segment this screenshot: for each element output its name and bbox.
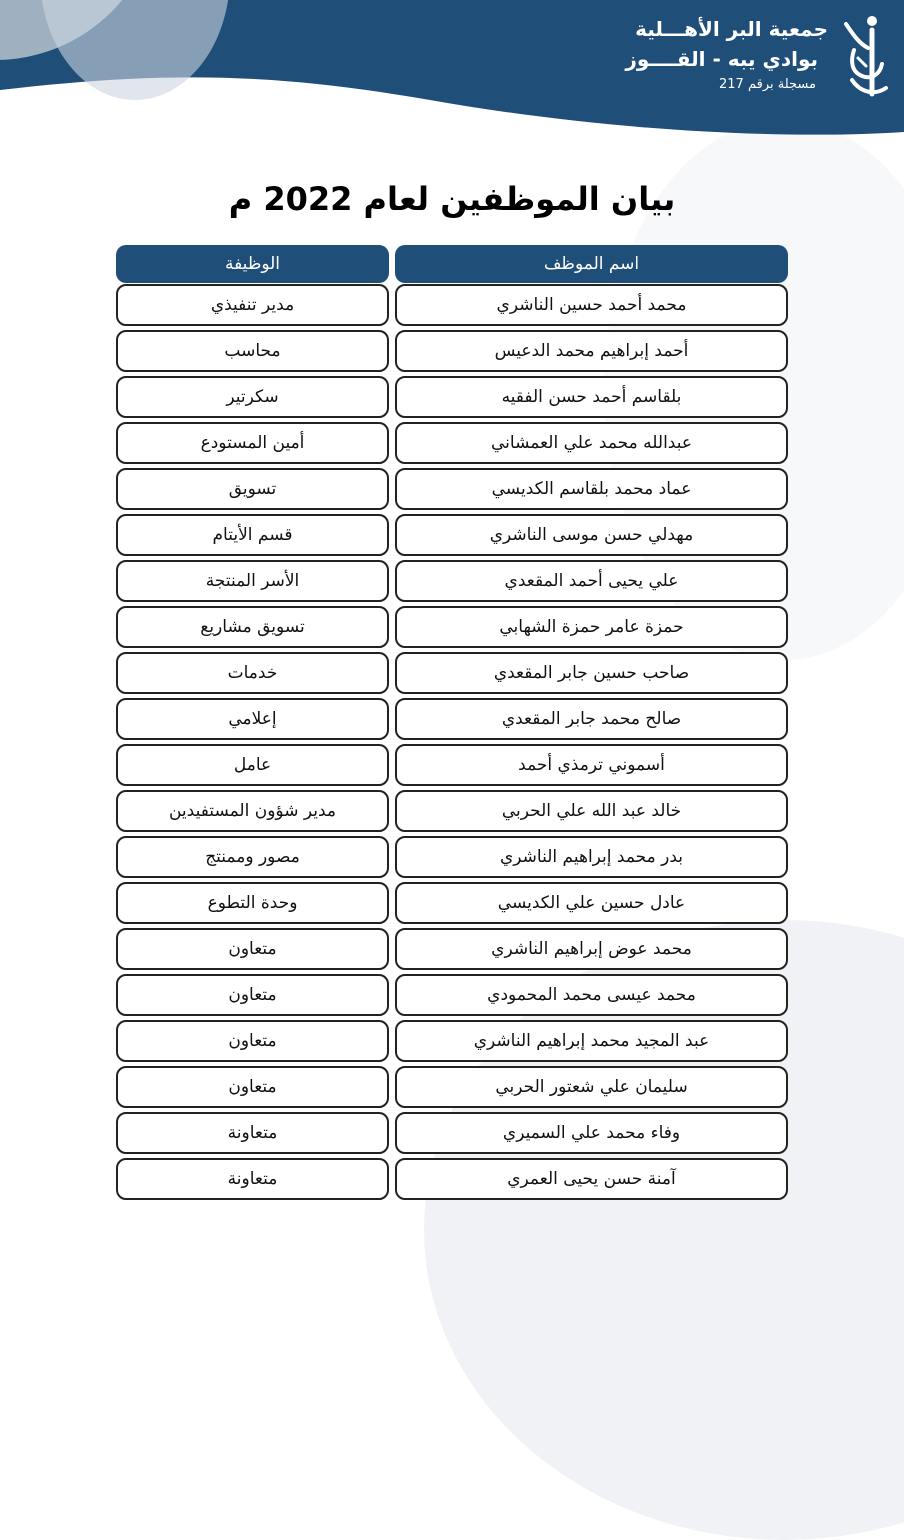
organization-name: جمعية البر الأهـــلية [635, 17, 828, 41]
employee-name-cell: بلقاسم أحمد حسن الفقيه [395, 376, 788, 418]
employee-name-cell: حمزة عامر حمزة الشهابي [395, 606, 788, 648]
employee-name-cell: أسموني ترمذي أحمد [395, 744, 788, 786]
organization-registration: مسجلة برقم 217 [719, 77, 816, 92]
organization-place: بوادي يبه - القــــوز [625, 47, 818, 71]
employee-job-cell: إعلامي [116, 698, 389, 740]
employee-job-cell: وحدة التطوع [116, 882, 389, 924]
employee-name-cell: علي يحيى أحمد المقعدي [395, 560, 788, 602]
employee-job-cell: خدمات [116, 652, 389, 694]
employee-name-cell: عادل حسين علي الكديسي [395, 882, 788, 924]
employee-name-cell: مهدلي حسن موسى الناشري [395, 514, 788, 556]
employee-name-cell: عماد محمد بلقاسم الكديسي [395, 468, 788, 510]
employee-name-cell: محمد عيسى محمد المحمودي [395, 974, 788, 1016]
employee-name-cell: صاحب حسين جابر المقعدي [395, 652, 788, 694]
employee-job-cell: أمين المستودع [116, 422, 389, 464]
employee-name-cell: آمنة حسن يحيى العمري [395, 1158, 788, 1200]
employee-job-cell: محاسب [116, 330, 389, 372]
employee-name-cell: وفاء محمد علي السميري [395, 1112, 788, 1154]
employee-job-cell: متعاونة [116, 1112, 389, 1154]
employee-job-cell: الأسر المنتجة [116, 560, 389, 602]
employee-job-cell: مصور وممنتج [116, 836, 389, 878]
employee-name-cell: عبد المجيد محمد إبراهيم الناشري [395, 1020, 788, 1062]
employee-name-cell: محمد عوض إبراهيم الناشري [395, 928, 788, 970]
employee-job-cell: متعاون [116, 974, 389, 1016]
employee-name-cell: أحمد إبراهيم محمد الدعيس [395, 330, 788, 372]
column-header-job: الوظيفة [116, 245, 389, 283]
employee-job-cell: متعاون [116, 928, 389, 970]
employee-name-cell: خالد عبد الله علي الحربي [395, 790, 788, 832]
column-header-name: اسم الموظف [395, 245, 788, 283]
employee-job-cell: مدير تنفيذي [116, 284, 389, 326]
employee-name-cell: عبدالله محمد علي العمشاني [395, 422, 788, 464]
organization-logo-icon [842, 14, 890, 106]
employee-name-cell: سليمان علي شعتور الحربي [395, 1066, 788, 1108]
employee-job-cell: متعاون [116, 1020, 389, 1062]
employee-name-cell: بدر محمد إبراهيم الناشري [395, 836, 788, 878]
employee-job-cell: سكرتير [116, 376, 389, 418]
page-title: بيان الموظفين لعام 2022 م [228, 180, 676, 218]
employee-name-cell: صالح محمد جابر المقعدي [395, 698, 788, 740]
employee-job-cell: مدير شؤون المستفيدين [116, 790, 389, 832]
employee-job-cell: تسويق مشاريع [116, 606, 389, 648]
employee-job-cell: متعاونة [116, 1158, 389, 1200]
employee-job-cell: عامل [116, 744, 389, 786]
employee-job-cell: تسويق [116, 468, 389, 510]
organization-block [625, 14, 828, 96]
employee-name-cell: محمد أحمد حسين الناشري [395, 284, 788, 326]
employee-job-cell: متعاون [116, 1066, 389, 1108]
employee-job-cell: قسم الأيتام [116, 514, 389, 556]
